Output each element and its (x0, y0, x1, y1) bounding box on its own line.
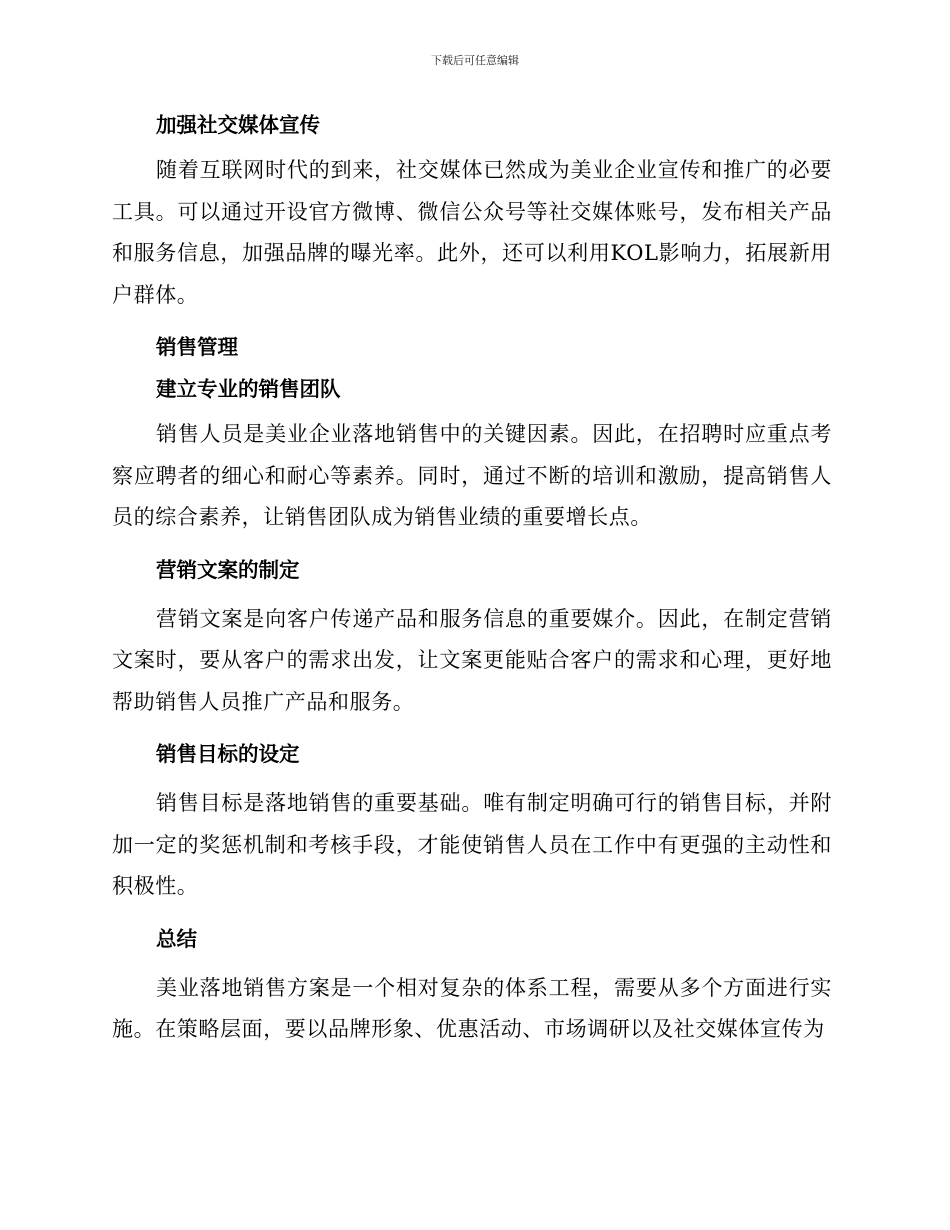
section-paragraph-sales-targets: 销售目标是落地销售的重要基础。唯有制定明确可行的销售目标，并附加一定的奖惩机制和考核手段，才能使销售人员在工作中有更强的主动性和积极性。 (112, 791, 832, 898)
section-paragraph-social-media: 随着互联网时代的到来，社交媒体已然成为美业企业宣传和推广的必要工具。可以通过开设官方微博、微信公众号等社交媒体账号，发布相关产品和服务信息，加强品牌的曝光率。此外，还可以利用KOL影响力，拓展新用户群体。 (112, 158, 832, 307)
section-heading-sales-team: 建立专业的销售团队 (156, 377, 341, 401)
section-heading-sales-management: 销售管理 (156, 335, 238, 359)
section-heading-summary: 总结 (156, 926, 197, 951)
section-heading-marketing-copy: 营销文案的制定 (156, 557, 300, 582)
section-paragraph-summary: 美业落地销售方案是一个相对复杂的体系工程，需要从多个方面进行实施。在策略层面，要以品牌形象、优惠活动、市场调研以及社交媒体宣传为 (112, 975, 832, 1041)
section-paragraph-sales-team: 销售人员是美业企业落地销售中的关键因素。因此，在招聘时应重点考察应聘者的细心和耐心等素养。同时，通过不断的培训和激励，提高销售人员的综合素养，让销售团队成为销售业绩的重要增长点。 (112, 422, 832, 529)
page-header-note: 下载后可任意编辑 (431, 54, 519, 67)
section-heading-social-media: 加强社交媒体宣传 (156, 113, 320, 137)
section-heading-sales-targets: 销售目标的设定 (156, 742, 300, 766)
section-paragraph-marketing-copy: 营销文案是向客户传递产品和服务信息的重要媒介。因此，在制定营销文案时，要从客户的需求出发，让文案更能贴合客户的需求和心理，更好地帮助销售人员推广产品和服务。 (112, 606, 832, 714)
document-body (112, 110, 832, 1051)
